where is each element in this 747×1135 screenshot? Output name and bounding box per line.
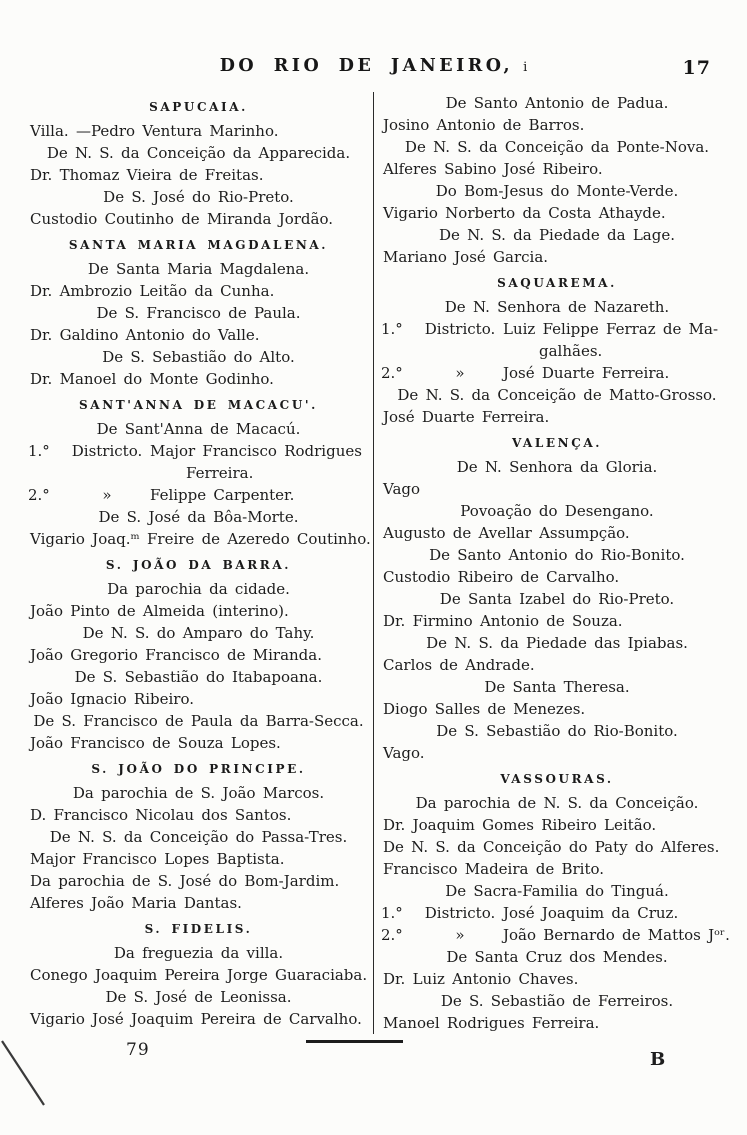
text-line: João Gregorio Francisco de Miranda. bbox=[30, 646, 322, 664]
text-line: Francisco Madeira de Brito. bbox=[383, 860, 605, 878]
text-line: Vigario Joaq.ᵐ Freire de Azeredo Coutinho. bbox=[30, 530, 371, 548]
page-header bbox=[0, 56, 747, 86]
district-label: » bbox=[455, 364, 465, 382]
text-line: Da parochia da cidade. bbox=[107, 580, 290, 598]
text-line: De S. José do Rio-Preto. bbox=[103, 188, 294, 206]
text-line: José Duarte Ferreira. bbox=[383, 408, 550, 426]
section-heading: VASSOURAS. bbox=[500, 772, 614, 786]
stray-pen-mark bbox=[0, 1035, 60, 1115]
section-heading: SAQUAREMA. bbox=[497, 276, 617, 290]
text-line: De S. Sebastião do Rio-Bonito. bbox=[436, 722, 678, 740]
text-line: Augusto de Avellar Assumpção. bbox=[383, 524, 630, 542]
stray-ink-mark: i bbox=[523, 60, 528, 75]
text-line: De S. Sebastião do Alto. bbox=[102, 348, 295, 366]
text-line: De S. Francisco de Paula da Barra-Secca. bbox=[33, 712, 364, 730]
text-line: Carlos de Andrade. bbox=[383, 656, 535, 674]
text-line: João Francisco de Souza Lopes. bbox=[30, 734, 281, 752]
district-label: Districto. bbox=[424, 320, 496, 338]
text-line: Vigario José Joaquim Pereira de Carvalho. bbox=[30, 1010, 362, 1028]
text-line: De Santo Antonio de Padua. bbox=[445, 94, 669, 112]
text-line: Vago. bbox=[383, 744, 425, 762]
district-number: 1.° bbox=[381, 904, 403, 922]
text-line: Major Francisco Lopes Baptista. bbox=[30, 850, 285, 868]
text-line: De N. S. da Piedade da Lage. bbox=[439, 226, 675, 244]
section-heading: S. FIDELIS. bbox=[144, 922, 253, 936]
text-line: De Santo Antonio do Rio-Bonito. bbox=[429, 546, 685, 564]
text-line: galhães. bbox=[539, 342, 603, 360]
text-line: De N. S. da Conceição de Matto-Grosso. bbox=[397, 386, 717, 404]
running-title bbox=[0, 56, 747, 76]
section-heading: SANT'ANNA DE MACACU'. bbox=[79, 398, 318, 412]
text-line bbox=[381, 924, 733, 946]
text-line bbox=[28, 440, 369, 462]
left-column bbox=[28, 92, 373, 1034]
text-line: Alferes Sabino José Ribeiro. bbox=[383, 160, 603, 178]
text-line: De Sacra-Familia do Tinguá. bbox=[445, 882, 669, 900]
text-line: Dr. Joaquim Gomes Ribeiro Leitão. bbox=[383, 816, 657, 834]
text-line: De N. S. da Piedade das Ipiabas. bbox=[426, 634, 688, 652]
text-line: De Santa Maria Magdalena. bbox=[87, 260, 310, 278]
text-line bbox=[28, 484, 369, 506]
text-line: Da parochia de S. José do Bom-Jardim. bbox=[30, 872, 340, 890]
text-line: Conego Joaquim Pereira Jorge Guaraciaba. bbox=[30, 966, 368, 984]
text-line: Manoel Rodrigues Ferreira. bbox=[383, 1014, 600, 1032]
text-line: Da parochia de N. S. da Conceição. bbox=[415, 794, 699, 812]
text-line: De Sant'Anna de Macacú. bbox=[96, 420, 301, 438]
text-line: Mariano José Garcia. bbox=[383, 248, 549, 266]
text-line: Dr. Manoel do Monte Godinho. bbox=[30, 370, 274, 388]
running-title-text: DO RIO DE JANEIRO, bbox=[219, 56, 514, 76]
district-label: Districto. bbox=[424, 904, 496, 922]
text-line: Vago bbox=[383, 480, 421, 498]
section-heading: S. JOÃO DA BARRA. bbox=[105, 558, 292, 572]
district-number: 1.° bbox=[381, 320, 403, 338]
clergy-name: João Bernardo de Mattos Jᵒʳ. bbox=[503, 926, 730, 944]
text-line: João Pinto de Almeida (interino). bbox=[30, 602, 289, 620]
text-line: Da parochia de S. João Marcos. bbox=[72, 784, 325, 802]
text-line bbox=[381, 902, 733, 924]
district-number: 2.° bbox=[381, 364, 403, 382]
text-line: Ferreira. bbox=[186, 464, 254, 482]
text-line bbox=[381, 362, 733, 384]
text-line: Dr. Luiz Antonio Chaves. bbox=[383, 970, 579, 988]
district-label: Districto. bbox=[71, 442, 143, 460]
text-line: De S. José da Bôa-Morte. bbox=[98, 508, 299, 526]
text-line: De S. Francisco de Paula. bbox=[96, 304, 301, 322]
text-line: D. Francisco Nicolau dos Santos. bbox=[30, 806, 292, 824]
footer-folio-number: 79 bbox=[126, 1040, 150, 1060]
section-heading: S. JOÃO DO PRINCIPE. bbox=[91, 762, 306, 776]
district-number: 2.° bbox=[28, 486, 50, 504]
clergy-name: Luiz Felippe Ferraz de Ma- bbox=[503, 320, 719, 338]
text-line: Vigario Norberto da Costa Athayde. bbox=[383, 204, 666, 222]
section-heading: VALENÇA. bbox=[511, 436, 603, 450]
text-line: De S. José de Leonissa. bbox=[105, 988, 292, 1006]
text-line bbox=[381, 318, 733, 340]
signature-mark: B bbox=[650, 1049, 666, 1070]
district-label: » bbox=[455, 926, 465, 944]
section-heading: SANTA MARIA MAGDALENA. bbox=[68, 238, 329, 252]
right-column column-divider bbox=[373, 92, 733, 1034]
text-line: Dr. Thomaz Vieira de Freitas. bbox=[30, 166, 264, 184]
district-number: 2.° bbox=[381, 926, 403, 944]
text-line: Diogo Salles de Menezes. bbox=[383, 700, 586, 718]
text-line: João Ignacio Ribeiro. bbox=[30, 690, 194, 708]
text-line: De Santa Cruz dos Mendes. bbox=[446, 948, 668, 966]
text-line: De N. S. da Conceição da Ponte-Nova. bbox=[404, 138, 710, 156]
text-line: Josino Antonio de Barros. bbox=[383, 116, 585, 134]
district-number: 1.° bbox=[28, 442, 50, 460]
text-line: De Santa Theresa. bbox=[484, 678, 630, 696]
text-line: Da freguezia da villa. bbox=[113, 944, 284, 962]
text-line: Dr. Ambrozio Leitão da Cunha. bbox=[30, 282, 275, 300]
clergy-name: José Joaquim da Cruz. bbox=[503, 904, 679, 922]
text-line: Custodio Coutinho de Miranda Jordão. bbox=[30, 210, 333, 228]
footer-rule bbox=[306, 1040, 403, 1043]
text-block bbox=[28, 92, 733, 1034]
text-line: Povoação do Desengano. bbox=[460, 502, 654, 520]
text-line: De S. Sebastião do Itabapoana. bbox=[74, 668, 323, 686]
text-line: De N. S. da Conceição do Paty do Alferes. bbox=[383, 838, 720, 856]
clergy-name: Major Francisco Rodrigues bbox=[150, 442, 362, 460]
text-line: Villa. —Pedro Ventura Marinho. bbox=[30, 122, 279, 140]
clergy-name: José Duarte Ferreira. bbox=[503, 364, 670, 382]
text-line: Dr. Firmino Antonio de Souza. bbox=[383, 612, 623, 630]
clergy-name: Felippe Carpenter. bbox=[150, 486, 295, 504]
text-line: De N. Senhora da Gloria. bbox=[456, 458, 658, 476]
page-number: 17 bbox=[682, 57, 711, 79]
text-line: De S. Sebastião de Ferreiros. bbox=[440, 992, 674, 1010]
text-line: De N. S. da Conceição do Passa-Tres. bbox=[49, 828, 348, 846]
text-line: Dr. Galdino Antonio do Valle. bbox=[30, 326, 260, 344]
text-line: Do Bom-Jesus do Monte-Verde. bbox=[435, 182, 679, 200]
text-line: De Santa Izabel do Rio-Preto. bbox=[439, 590, 675, 608]
text-line: De N. Senhora de Nazareth. bbox=[444, 298, 670, 316]
text-line: Alferes João Maria Dantas. bbox=[30, 894, 242, 912]
text-line: De N. S. da Conceição da Apparecida. bbox=[46, 144, 351, 162]
section-heading: SAPUCAIA. bbox=[149, 100, 248, 114]
text-line: De N. S. do Amparo do Tahy. bbox=[82, 624, 315, 642]
district-label: » bbox=[102, 486, 112, 504]
text-line: Custodio Ribeiro de Carvalho. bbox=[383, 568, 620, 586]
